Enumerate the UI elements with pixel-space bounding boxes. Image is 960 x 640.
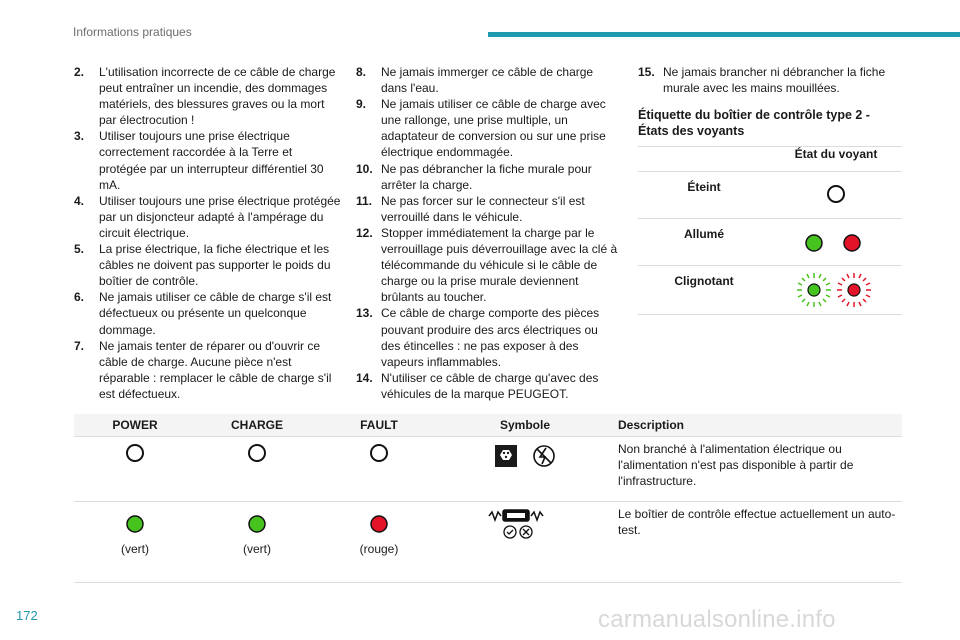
fault-color-caption: (rouge)	[359, 542, 399, 556]
led-red-icon	[844, 235, 860, 251]
led-off-icon	[74, 437, 196, 465]
led-label-title: Étiquette du boîtier de contrôle type 2 - États des voyants	[638, 108, 870, 138]
list-item	[356, 161, 618, 193]
fault-circle-icon	[520, 526, 532, 538]
led-row-label	[638, 266, 770, 315]
selftest-symbol-icons	[440, 502, 610, 552]
col-header-symbol: Symbole	[440, 414, 610, 437]
led-row-label	[638, 172, 770, 219]
item-text: Ne jamais brancher ni débrancher la fiche murale avec les mains mouillées.	[663, 65, 886, 96]
list-item	[74, 241, 342, 289]
list-item	[356, 96, 618, 160]
list-item	[356, 305, 618, 369]
led-green-icon	[806, 235, 822, 251]
col-header-power: POWER	[74, 414, 196, 437]
item-text: Ne jamais utiliser ce câble de charge s'il est défectueux ou présente un quelconque dommage.	[99, 290, 332, 337]
item-number: 7.	[74, 338, 85, 353]
led-red-blinking-icon	[837, 273, 871, 307]
instructions-column-2	[356, 64, 618, 402]
led-row-label-text: Clignotant	[674, 274, 734, 288]
symbol-cell	[440, 437, 610, 502]
list-item	[638, 64, 903, 96]
page-number: 172	[16, 608, 38, 623]
item-text: L'utilisation incorrecte de ce câble de charge peut entraîner un incendie, des dommages matériels, des blessures graves ou la mort par électrocution !	[99, 65, 336, 128]
led-off-icon	[318, 437, 440, 465]
charge-cell	[196, 502, 318, 583]
item-number: 4.	[74, 193, 85, 208]
item-text: Stopper immédiatement la charge par le verrouillage puis déverrouillage avec la clé à télécommande du véhicule si le câble de charge ou la prise murale deviennent brûlants au toucher.	[381, 225, 618, 305]
list-item	[74, 338, 342, 402]
item-number: 8.	[356, 65, 367, 79]
row-description: Non branché à l'alimentation électrique ou l'alimentation n'est pas disponible à partir de l'infrastructure.	[610, 437, 902, 502]
item-number: 3.	[74, 129, 85, 144]
led-on-cell	[770, 219, 902, 266]
led-blinking-cell	[770, 266, 902, 315]
led-row-label-text: Allumé	[683, 227, 724, 241]
charge-cell	[196, 437, 318, 502]
col-header-charge: CHARGE	[196, 414, 318, 437]
symbol-icons	[440, 437, 610, 473]
list-item	[356, 225, 618, 305]
power-cell	[74, 437, 196, 502]
instructions-column-1	[74, 64, 342, 402]
led-on-icons	[770, 219, 902, 265]
fault-cell	[318, 437, 440, 502]
item-text: Utiliser toujours une prise électrique protégée par un disjoncteur adapté à l'ampérage du circuit électrique.	[99, 193, 341, 240]
item-number: 14.	[356, 370, 373, 385]
led-states-table	[638, 146, 902, 315]
list-item	[356, 193, 618, 225]
led-row-label-text: Éteint	[687, 180, 721, 194]
watermark: carmanualsonline.info	[598, 606, 836, 633]
led-blinking-icons	[770, 266, 902, 314]
power-cell	[74, 502, 196, 583]
list-item	[74, 289, 342, 337]
led-off-cell	[770, 172, 902, 219]
item-number: 11.	[356, 193, 373, 208]
item-text: Ne jamais utiliser ce câble de charge avec une rallonge, une prise multiple, un adaptateur de conversion ou sur une prise électrique endommagée.	[381, 97, 606, 160]
power-color-caption: (vert)	[121, 542, 149, 556]
item-number: 10.	[356, 161, 373, 176]
led-table-corner	[638, 147, 770, 172]
item-number: 13.	[356, 306, 373, 321]
item-number: 15.	[638, 65, 655, 79]
item-text: Ne pas forcer sur le connecteur s'il est verrouillé dans le véhicule.	[381, 193, 585, 224]
charge-status-table	[74, 414, 902, 583]
header-accent-bar	[488, 32, 960, 37]
led-off-icon	[196, 437, 318, 465]
item-text: Ne jamais tenter de réparer ou d'ouvrir ce câble de charge. Aucune pièce n'est réparable : remplacer le câble de charge s'il est défectueux.	[99, 338, 332, 401]
table-row	[74, 437, 902, 502]
led-row-label	[638, 219, 770, 266]
table-header-row	[74, 414, 902, 437]
item-text: Ce câble de charge comporte des pièces pouvant produire des arcs électriques ou des étincelles : ne pas exposer à des vapeurs inflammables.	[381, 306, 600, 369]
item-number: 12.	[356, 225, 373, 240]
plug-unplugged-icon	[495, 445, 517, 467]
charge-color-caption: (vert)	[243, 542, 271, 556]
list-item	[356, 370, 618, 402]
led-red-icon	[318, 502, 440, 536]
led-green-icon	[74, 502, 196, 536]
col-header-fault: FAULT	[318, 414, 440, 437]
led-off-icon	[770, 172, 902, 218]
item-number: 9.	[356, 97, 367, 112]
item-text: Utiliser toujours une prise électrique correctement raccordée à la Terre et protégée par un interrupteur différentiel 30 mA.	[99, 129, 324, 192]
list-item	[356, 64, 618, 96]
page-header-title: Informations pratiques	[73, 25, 192, 39]
instructions-column-3	[638, 64, 903, 96]
list-item	[74, 64, 342, 128]
item-number: 5.	[74, 242, 85, 257]
item-number: 2.	[74, 65, 85, 79]
led-state-header: État du voyant	[770, 147, 902, 172]
symbol-cell	[440, 502, 610, 583]
item-text: La prise électrique, la fiche électrique et les câbles ne doivent pas supporter le poids du boîtier de contrôle.	[99, 242, 331, 289]
row-description: Le boîtier de contrôle effectue actuellement un auto-test.	[610, 502, 902, 583]
item-text: N'utiliser ce câble de charge qu'avec des véhicules de la marque PEUGEOT.	[381, 370, 599, 401]
table-row	[74, 502, 902, 583]
list-item	[74, 128, 342, 192]
col-header-description: Description	[610, 414, 902, 437]
item-text: Ne jamais immerger ce câble de charge dans l'eau.	[381, 65, 594, 96]
list-item	[74, 193, 342, 241]
no-power-icon	[534, 446, 554, 466]
led-green-blinking-icon	[797, 273, 831, 307]
check-circle-icon	[504, 526, 516, 538]
item-number: 6.	[74, 290, 85, 305]
led-green-icon	[196, 502, 318, 536]
item-text: Ne pas débrancher la fiche murale pour arrêter la charge.	[381, 161, 592, 192]
control-box-waves-icon	[489, 510, 543, 521]
fault-cell	[318, 502, 440, 583]
